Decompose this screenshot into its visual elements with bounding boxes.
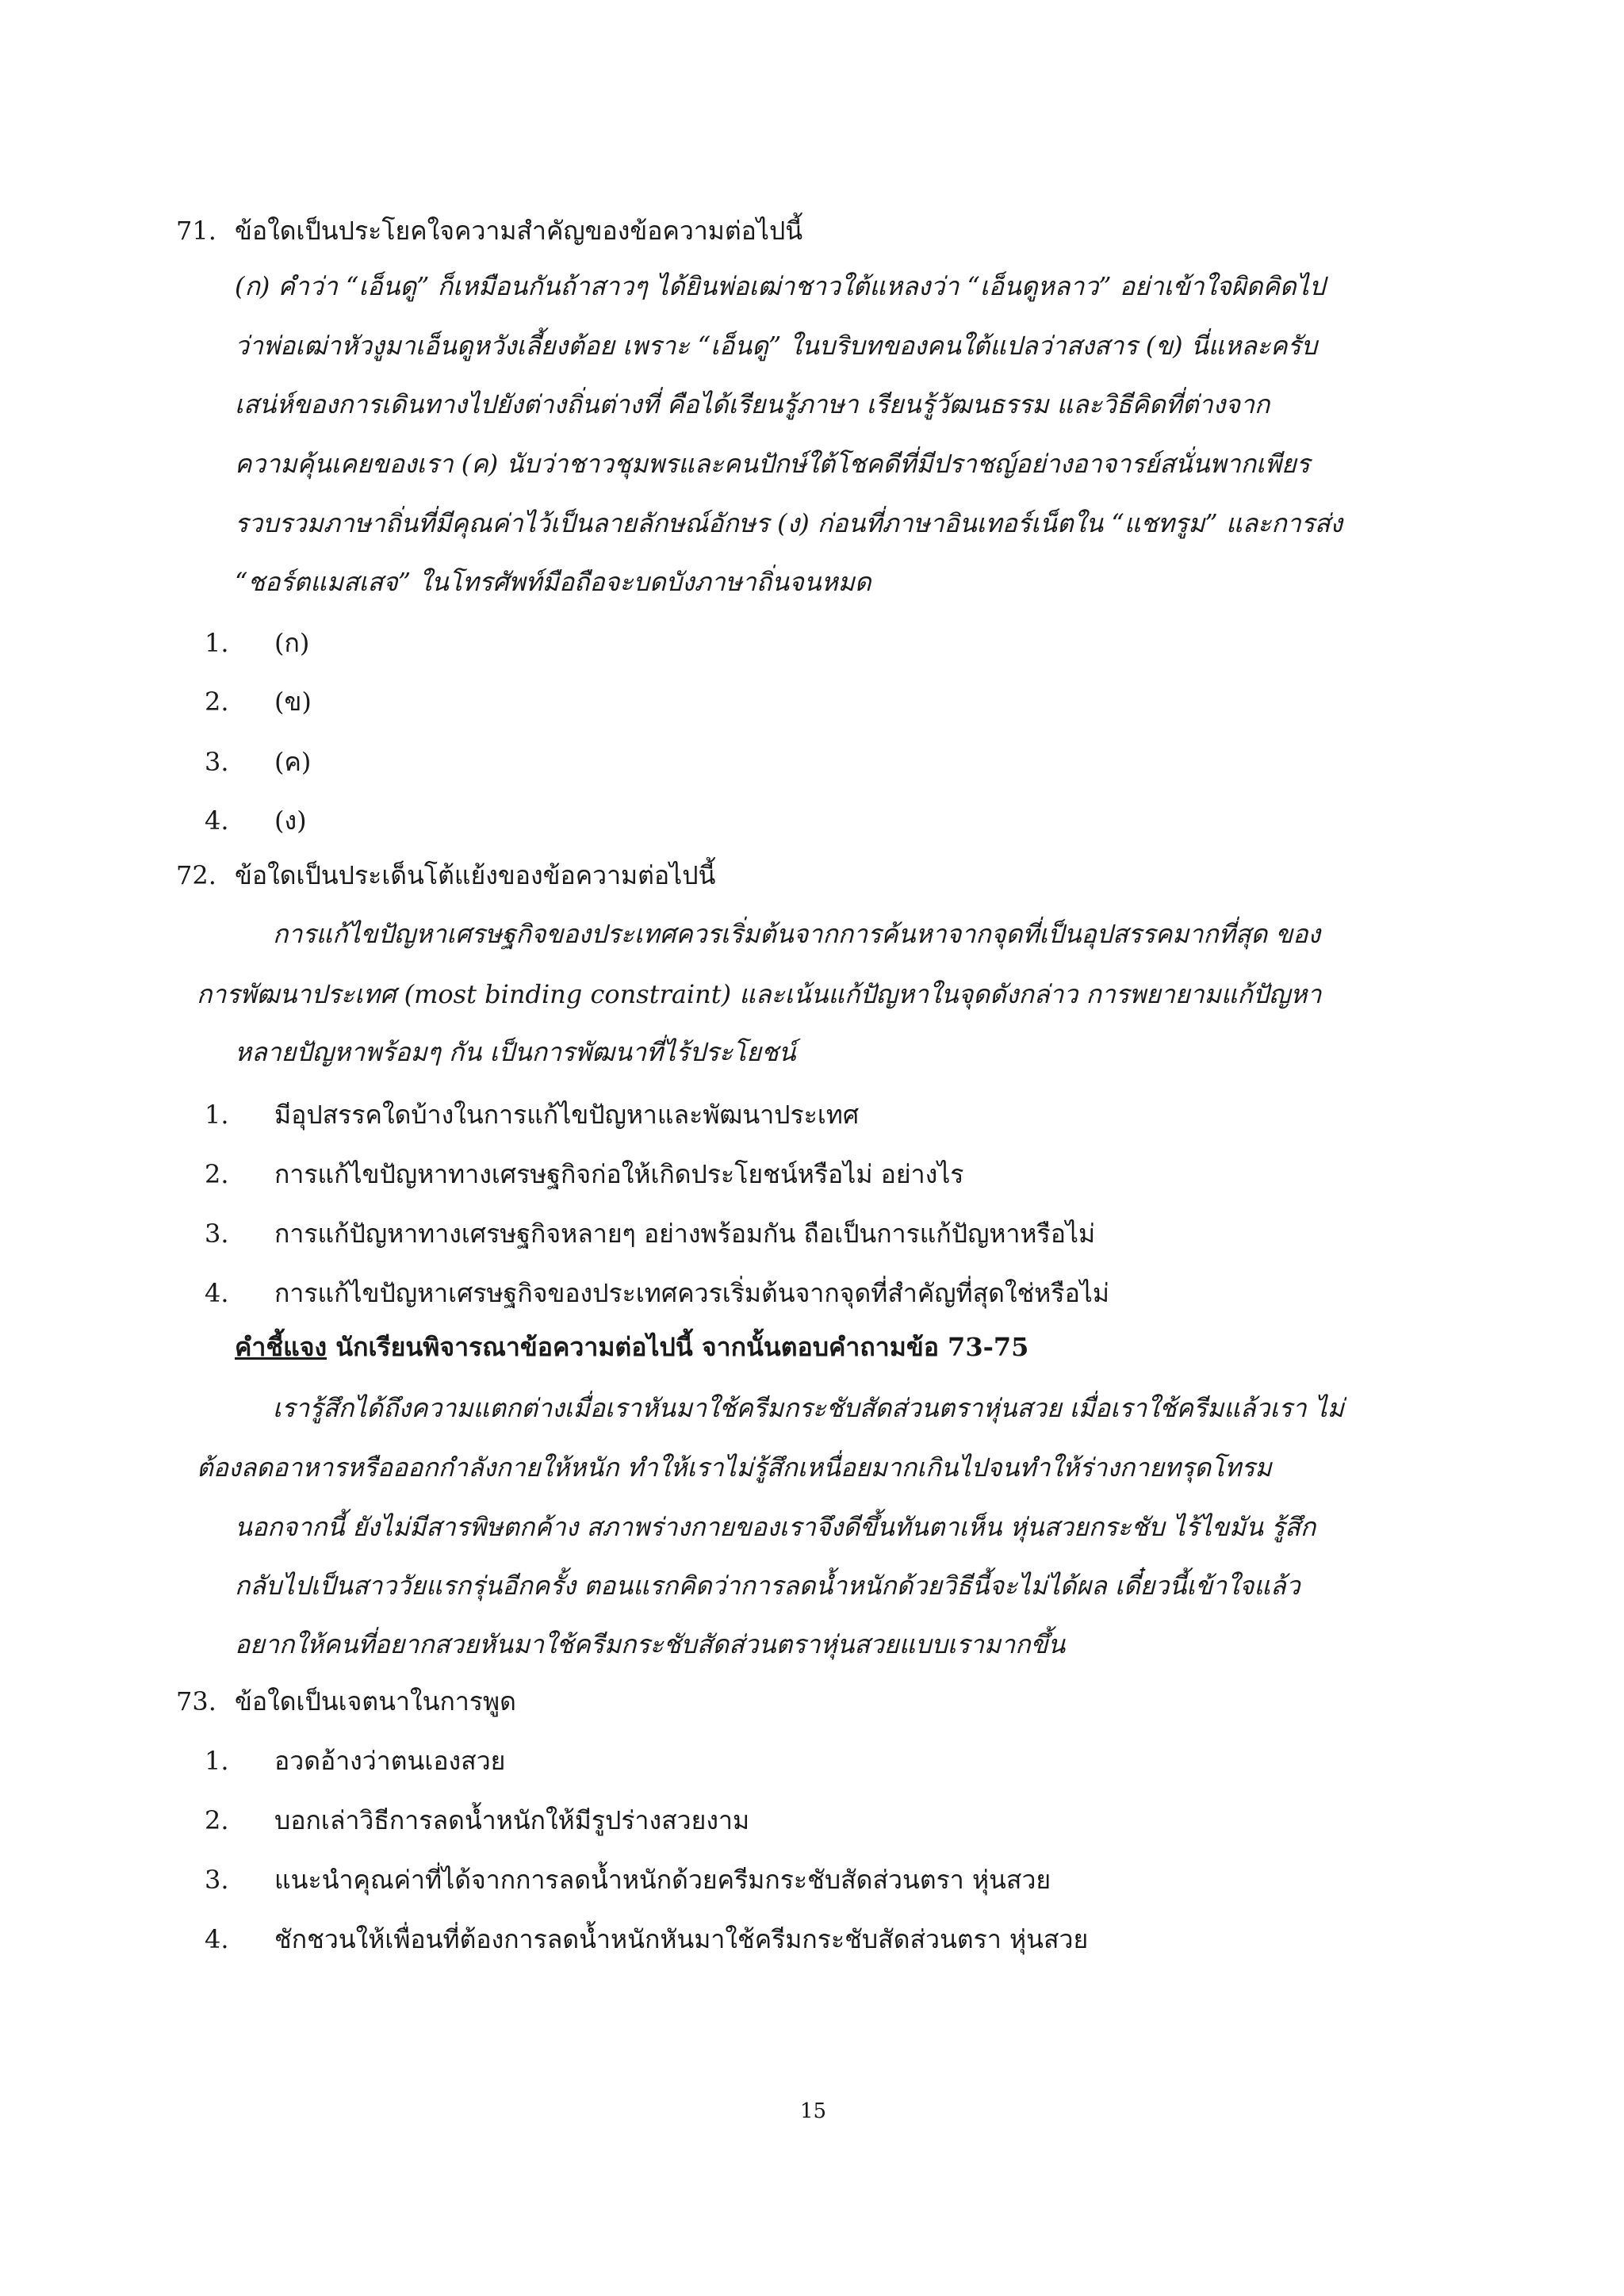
passage-73-75-line-1: เรารู้สึกได้ถึงความแตกต่างเมื่อเราหันมาใช้ครีมกระชับสัดส่วนตราหุ่นสวย เมื่อเราใช้ครีมแล้วเรา ไม่ <box>273 1393 1344 1423</box>
q71-passage-line-3: เสน่ห์ของการเดินทางไปยังต่างถิ่นต่างที่ คือได้เรียนรู้ภาษา เรียนรู้วัฒนธรรม และวิธีคิดที่ต่างจาก <box>235 389 1270 419</box>
question-71-text: ข้อใดเป็นประโยคใจความสำคัญของข้อความต่อไปนี้ <box>235 216 803 246</box>
question-73-text: ข้อใดเป็นเจตนาในการพูด <box>235 1686 516 1716</box>
q71-passage-line-4: ความคุ้นเคยของเรา (ค) นับว่าชาวชุมพรและคนปักษ์ใต้โชคดีที่มีปราชญ์อย่างอาจารย์สนั่นพากเพียร <box>235 449 1310 479</box>
q71-passage-line-5: รวบรวมภาษาถิ่นที่มีคุณค่าไว้เป็นลายลักษณ์อักษร (ง) ก่อนที่ภาษาอินเทอร์เน็ตใน “แชทรูม” และการส่ง <box>235 508 1343 538</box>
q73-option-text: บอกเล่าวิธีการลดน้ำหนักให้มีรูปร่างสวยงาม <box>274 1805 750 1835</box>
q73-option-text: แนะนำคุณค่าที่ได้จากการลดน้ำหนักด้วยครีมกระชับสัดส่วนตรา หุ่นสวย <box>274 1865 1051 1895</box>
q73-option-number: 1. <box>205 1746 229 1776</box>
passage-73-75-line-4: กลับไปเป็นสาววัยแรกรุ่นอีกครั้ง ตอนแรกคิดว่าการลดน้ำหนักด้วยวิธีนี้จะไม่ได้ผล เดี๋ยวนี้เข้าใจแล้ว <box>235 1571 1300 1601</box>
q72-option-number: 3. <box>205 1219 229 1249</box>
q71-passage-line-6: “ชอร์ตแมสเสจ” ในโทรศัพท์มือถือจะบดบังภาษาถิ่นจนหมด <box>235 567 871 597</box>
question-72-text: ข้อใดเป็นประเด็นโต้แย้งของข้อความต่อไปนี้ <box>235 860 716 890</box>
q72-option-number: 4. <box>205 1278 229 1308</box>
q72-passage-line-2: การพัฒนาประเทศ (most binding constraint) และเน้นแก้ปัญหาในจุดดังกล่าว การพยายามแก้ปัญหา <box>197 979 1322 1009</box>
question-73-number: 73. <box>176 1686 216 1716</box>
q72-option-text: การแก้ไขปัญหาทางเศรษฐกิจก่อให้เกิดประโยชน์หรือไม่ อย่างไร <box>274 1159 964 1189</box>
q71-passage-line-1: (ก) คำว่า “เอ็นดู” ก็เหมือนกันถ้าสาวๆ ได้ยินพ่อเฒ่าชาวใต้แหลงว่า “เอ็นดูหลาว” อย่าเข้าใจผิดคิดไป <box>235 271 1326 301</box>
q73-option-number: 2. <box>205 1805 229 1835</box>
question-71-number: 71. <box>176 216 216 246</box>
q72-option-text: มีอุปสรรคใดบ้างในการแก้ไขปัญหาและพัฒนาประเทศ <box>274 1100 860 1130</box>
q72-option-text: การแก้ปัญหาทางเศรษฐกิจหลายๆ อย่างพร้อมกัน ถือเป็นการแก้ปัญหาหรือไม่ <box>274 1219 1096 1249</box>
q72-passage-line-3: หลายปัญหาพร้อมๆ กัน เป็นการพัฒนาที่ไร้ประโยชน์ <box>235 1037 796 1067</box>
q71-passage-line-2: ว่าพ่อเฒ่าหัวงูมาเอ็นดูหวังเลี้ยงต้อย เพราะ “เอ็นดู” ในบริบทของคนใต้แปลว่าสงสาร (ข) นี่แหละครับ <box>235 331 1318 361</box>
instruction-line <box>235 1334 1028 1360</box>
q73-option-number: 3. <box>205 1865 229 1895</box>
page-number: 15 <box>800 2099 827 2123</box>
instruction-label: คำชี้แจง <box>235 1332 327 1362</box>
q71-option-text: (ก) <box>274 628 310 658</box>
passage-73-75-line-2: ต้องลดอาหารหรือออกกำลังกายให้หนัก ทำให้เราไม่รู้สึกเหนื่อยมากเกินไปจนทำให้ร่างกายทรุดโทรม <box>197 1452 1272 1483</box>
q72-option-number: 1. <box>205 1100 229 1130</box>
q71-option-text: (ง) <box>274 806 307 836</box>
q71-option-number: 1. <box>205 628 229 658</box>
q73-option-number: 4. <box>205 1924 229 1954</box>
question-72-number: 72. <box>176 860 216 890</box>
q71-option-number: 2. <box>205 687 229 717</box>
q71-option-text: (ค) <box>274 747 312 777</box>
q71-option-number: 3. <box>205 747 229 777</box>
q71-option-text: (ข) <box>274 687 312 717</box>
instruction-text: นักเรียนพิจารณาข้อความต่อไปนี้ จากนั้นตอบคำถามข้อ 73-75 <box>327 1332 1029 1362</box>
q72-option-text: การแก้ไขปัญหาเศรษฐกิจของประเทศควรเริ่มต้นจากจุดที่สำคัญที่สุดใช่หรือไม่ <box>274 1278 1109 1308</box>
q73-option-text: ชักชวนให้เพื่อนที่ต้องการลดน้ำหนักหันมาใช้ครีมกระชับสัดส่วนตรา หุ่นสวย <box>274 1924 1089 1954</box>
q71-option-number: 4. <box>205 806 229 836</box>
q72-option-number: 2. <box>205 1159 229 1189</box>
q72-passage-line-1: การแก้ไขปัญหาเศรษฐกิจของประเทศควรเริ่มต้นจากการค้นหาจากจุดที่เป็นอุปสรรคมากที่สุด ของ <box>273 919 1321 949</box>
passage-73-75-line-3: นอกจากนี้ ยังไม่มีสารพิษตกค้าง สภาพร่างกายของเราจึงดีขึ้นทันตาเห็น หุ่นสวยกระชับ ไร้ไขมัน รู้สึก <box>235 1512 1316 1542</box>
passage-73-75-line-5: อยากให้คนที่อยากสวยหันมาใช้ครีมกระชับสัดส่วนตราหุ่นสวยแบบเรามากขึ้น <box>235 1629 1066 1659</box>
q73-option-text: อวดอ้างว่าตนเองสวย <box>274 1746 506 1776</box>
